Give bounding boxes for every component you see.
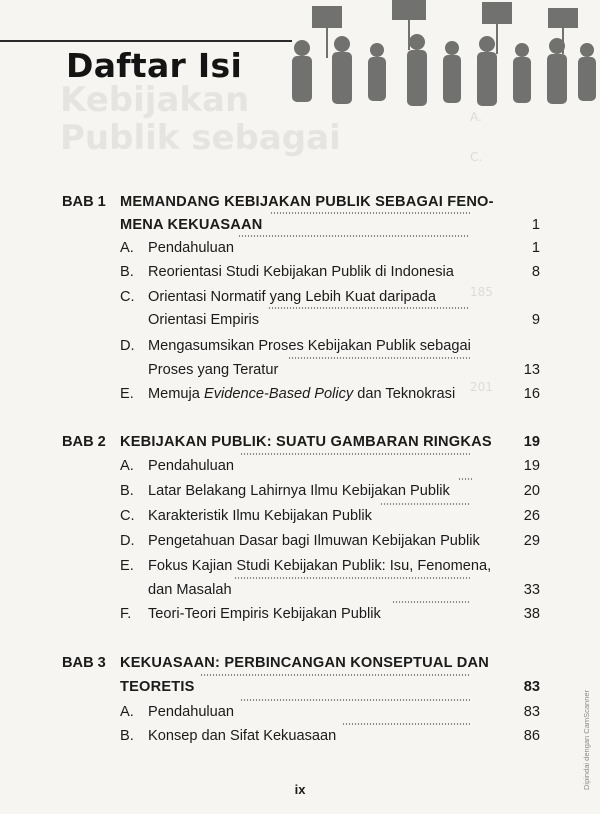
chapter-page: 83 — [523, 679, 540, 695]
entry-letter: C. — [120, 289, 135, 305]
bleed-through-text: Publik sebagai — [60, 118, 341, 158]
leader-dots — [342, 723, 470, 725]
entry-text: Pengetahuan Dasar bagi Ilmuwan Kebijakan Publik — [148, 533, 480, 549]
entry-letter: B. — [120, 483, 134, 499]
entry-text: Memuja Evidence-Based Policy dan Teknokrasi — [148, 386, 456, 402]
entry-text: Konsep dan Sifat Kekuasaan — [148, 728, 337, 744]
leader-dots — [234, 577, 470, 579]
title-rule — [0, 40, 292, 42]
entry-page: 86 — [523, 728, 540, 744]
entry-letter: A. — [120, 240, 134, 256]
entry-text: Reorientasi Studi Kebijakan Publik di Indonesia — [148, 264, 454, 280]
entry-page: 8 — [531, 264, 540, 280]
chapter-title-cont: TEORETIS — [120, 679, 195, 695]
entry-text: Pendahuluan — [148, 458, 235, 474]
entry-page: 83 — [523, 704, 540, 720]
chapter-label: BAB 2 — [62, 434, 106, 450]
bleed-through-text: Kebijakan — [60, 80, 250, 120]
leader-dots — [238, 235, 470, 237]
entry-letter: B. — [120, 264, 134, 280]
leader-dots — [458, 478, 472, 480]
leader-dots — [200, 674, 470, 676]
chapter-title: KEKUASAAN: PERBINCANGAN KONSEPTUAL DAN — [120, 655, 489, 671]
entry-text: Pendahuluan — [148, 704, 235, 720]
leader-dots — [288, 357, 470, 359]
chapter-title: MEMANDANG KEBIJAKAN PUBLIK SEBAGAI FENO- — [120, 194, 494, 210]
entry-text: Mengasumsikan Proses Kebijakan Publik sebagai — [148, 338, 471, 354]
entry-text: Orientasi Normatif yang Lebih Kuat daripada — [148, 289, 436, 305]
entry-letter: B. — [120, 728, 134, 744]
chapter-page: 1 — [531, 217, 540, 233]
leader-dots — [392, 601, 470, 603]
entry-page: 13 — [523, 362, 540, 378]
page-number: ix — [294, 782, 306, 797]
bleed-through-text: 201 — [470, 380, 493, 394]
entry-letter: A. — [120, 704, 134, 720]
entry-page: 1 — [531, 240, 540, 256]
entry-text: Fokus Kajian Studi Kebijakan Publik: Isu, Fenomena, — [148, 558, 492, 574]
entry-text-cont: Proses yang Teratur — [148, 362, 279, 378]
entry-page: 26 — [523, 508, 540, 524]
entry-letter: D. — [120, 338, 135, 354]
entry-letter: F. — [120, 606, 132, 622]
entry-letter: E. — [120, 558, 134, 574]
bleed-through-text: A. — [470, 110, 482, 124]
entry-text: Karakteristik Ilmu Kebijakan Publik — [148, 508, 372, 524]
entry-letter: E. — [120, 386, 134, 402]
entry-page: 19 — [523, 458, 540, 474]
scanner-watermark: Dipindai dengan CamScanner — [582, 689, 591, 790]
entry-text: Pendahuluan — [148, 240, 235, 256]
entry-letter: D. — [120, 533, 135, 549]
entry-letter: C. — [120, 508, 135, 524]
entry-text: Teori-Teori Empiris Kebijakan Publik — [148, 606, 381, 622]
leader-dots — [240, 699, 470, 701]
chapter-page: 19 — [523, 434, 540, 450]
leader-dots — [270, 212, 470, 214]
entry-page: 38 — [523, 606, 540, 622]
page-title: Daftar Isi — [66, 46, 243, 85]
bleed-through-text: 185 — [470, 285, 493, 299]
chapter-label: BAB 3 — [62, 655, 106, 671]
entry-page: 20 — [523, 483, 540, 499]
chapter-title: KEBIJAKAN PUBLIK: SUATU GAMBARAN RINGKAS — [120, 434, 492, 450]
leader-dots — [240, 453, 470, 455]
crowd-illustration — [282, 0, 600, 120]
entry-text: Latar Belakang Lahirnya Ilmu Kebijakan Publik — [148, 483, 450, 499]
leader-dots — [268, 307, 470, 309]
entry-page: 29 — [523, 533, 540, 549]
chapter-label: BAB 1 — [62, 194, 106, 210]
entry-text-cont: Orientasi Empiris — [148, 312, 260, 328]
entry-page: 16 — [523, 386, 540, 402]
entry-page: 9 — [531, 312, 540, 328]
entry-letter: A. — [120, 458, 134, 474]
chapter-title-cont: MENA KEKUASAAN — [120, 217, 263, 233]
entry-text-cont: dan Masalah — [148, 582, 232, 598]
bleed-through-text: C. — [470, 150, 483, 164]
leader-dots — [380, 503, 470, 505]
entry-page: 33 — [523, 582, 540, 598]
